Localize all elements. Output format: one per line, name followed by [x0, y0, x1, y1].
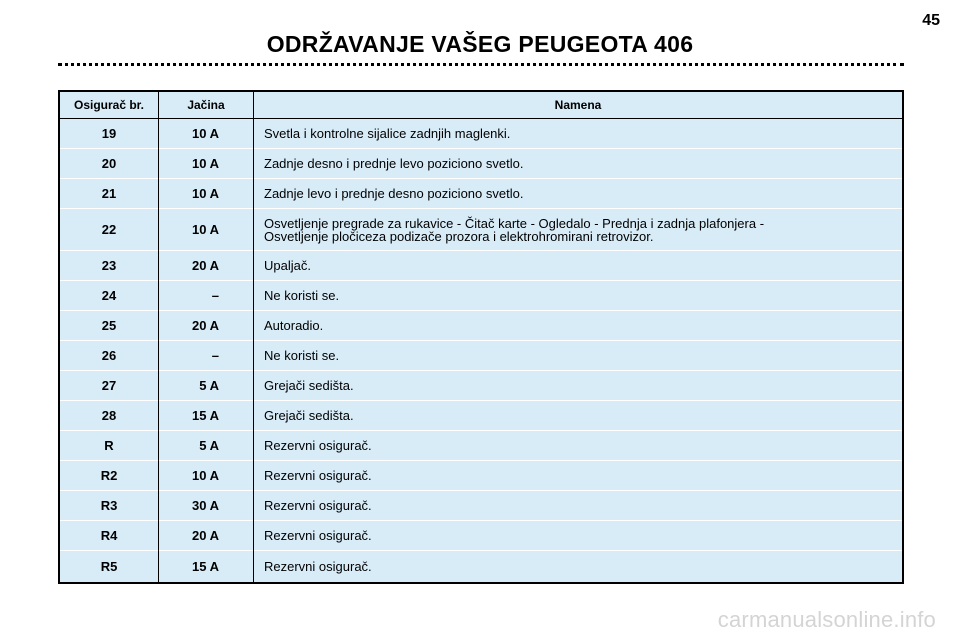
table-row [59, 491, 903, 521]
table-row [59, 401, 903, 431]
table-row [59, 551, 903, 583]
fuse-purpose: Svetla i kontrolne sijalice zadnjih maglenki. [264, 126, 511, 141]
table-row [59, 311, 903, 341]
fuse-amperage: 20 A [159, 251, 254, 281]
fuse-purpose: Zadnje levo i prednje desno poziciono svetlo. [254, 179, 904, 209]
fuse-number: 23 [59, 251, 159, 281]
table-row [59, 341, 903, 371]
fuse-table [58, 90, 904, 584]
fuse-amperage: 10 A [159, 461, 254, 491]
fuse-number: 19 [59, 119, 159, 149]
fuse-amperage: – [159, 341, 254, 371]
table-row [59, 281, 903, 311]
fuse-purpose: Ne koristi se. [254, 281, 904, 311]
page-number: 45 [922, 12, 940, 29]
fuse-number: 27 [59, 371, 159, 401]
fuse-purpose: Rezervni osigurač. [254, 461, 904, 491]
fuse-number: 28 [59, 401, 159, 431]
table-row [59, 149, 903, 179]
fuse-amperage: 10 A [159, 149, 254, 179]
title-dotted-rule [58, 63, 904, 66]
fuse-purpose: Grejači sedišta. [254, 401, 904, 431]
header-fuse-number: Osigurač br. [59, 91, 159, 119]
watermark: carmanualsonline.info [717, 607, 936, 632]
fuse-amperage: 20 A [159, 521, 254, 551]
fuse-number: 25 [59, 311, 159, 341]
table-row [59, 521, 903, 551]
fuse-number: R [59, 431, 159, 461]
fuse-purpose: Upaljač. [254, 251, 904, 281]
fuse-amperage: – [159, 281, 254, 311]
fuse-purpose: Autoradio. [254, 311, 904, 341]
fuse-amperage: 15 A [159, 401, 254, 431]
page-title: ODRŽAVANJE VAŠEG PEUGEOTA 406 [266, 31, 694, 57]
fuse-amperage: 10 A [159, 179, 254, 209]
fuse-number: 21 [59, 179, 159, 209]
table-row [59, 461, 903, 491]
fuse-amperage: 10 A [159, 209, 254, 251]
fuse-amperage: 30 A [159, 491, 254, 521]
table-row [59, 431, 903, 461]
fuse-number: R4 [59, 521, 159, 551]
table-header-row [59, 91, 903, 119]
fuse-purpose: Grejači sedišta. [254, 371, 904, 401]
fuse-number: R2 [59, 461, 159, 491]
fuse-amperage: 5 A [159, 371, 254, 401]
fuse-purpose-line: Osvetljenje pregrade za rukavice - Čitač karte - Ogledalo - Prednja i zadnja plafonjera - [264, 215, 765, 231]
table-row [59, 209, 903, 251]
fuse-number: 22 [59, 209, 159, 251]
table-row [59, 179, 903, 209]
fuse-amperage: 10 A [159, 119, 254, 149]
fuse-purpose: Rezervni osigurač. [254, 521, 904, 551]
fuse-purpose: Rezervni osigurač. [254, 551, 904, 583]
fuse-purpose [254, 209, 904, 251]
fuse-amperage: 20 A [159, 311, 254, 341]
table-row [59, 371, 903, 401]
fuse-purpose: Rezervni osigurač. [254, 431, 904, 461]
fuse-number: R3 [59, 491, 159, 521]
fuse-amperage: 5 A [159, 431, 254, 461]
fuse-number: R5 [59, 551, 159, 583]
fuse-number: 20 [59, 149, 159, 179]
table-row [59, 251, 903, 281]
header-purpose: Namena [254, 91, 904, 119]
fuse-purpose: Zadnje desno i prednje levo poziciono svetlo. [254, 149, 904, 179]
fuse-number: 26 [59, 341, 159, 371]
table-row [59, 119, 903, 149]
fuse-purpose: Rezervni osigurač. [254, 491, 904, 521]
header-amperage: Jačina [159, 91, 254, 119]
fuse-amperage: 15 A [159, 551, 254, 583]
fuse-purpose: Ne koristi se. [254, 341, 904, 371]
fuse-purpose-line: Osvetljenje pločiceza podizače prozora i elektrohromirani retrovizor. [264, 228, 654, 244]
fuse-number: 24 [59, 281, 159, 311]
